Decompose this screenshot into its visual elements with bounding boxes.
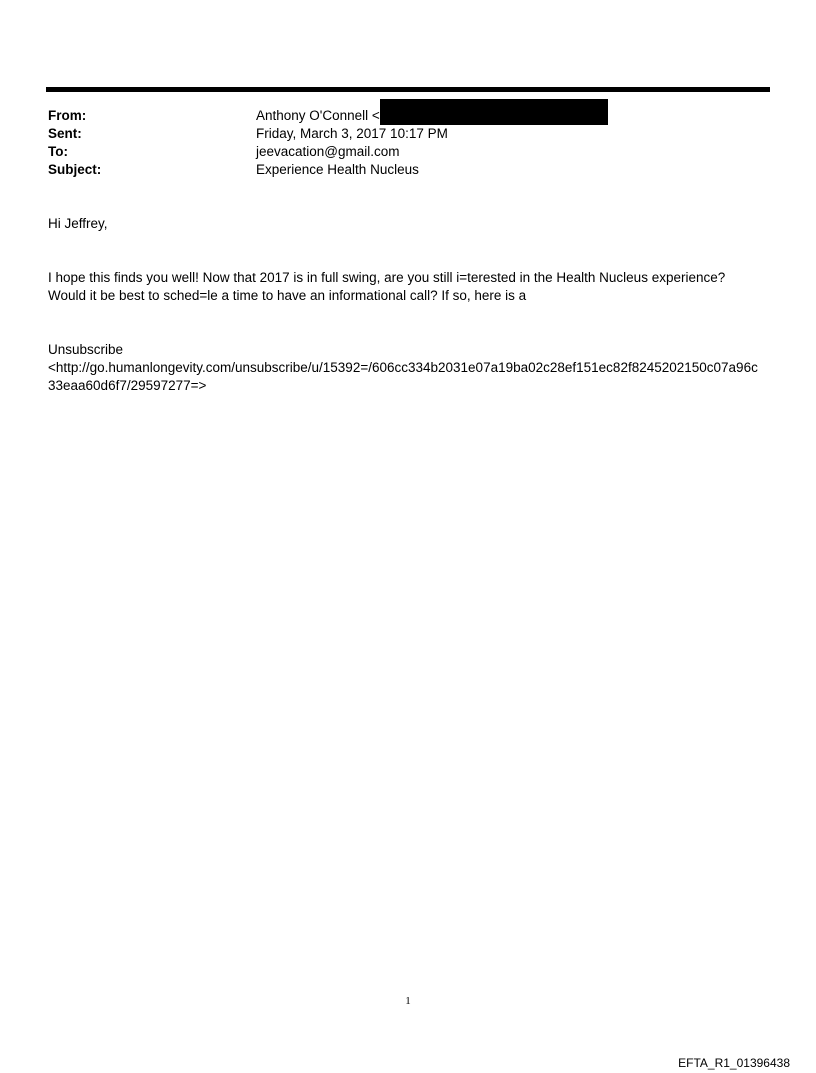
from-value bbox=[256, 107, 380, 125]
greeting: Hi Jeffrey, bbox=[48, 216, 108, 231]
to-row bbox=[48, 143, 768, 161]
paragraph-line: I hope this finds you well! Now that 2017 is in full swing, are you still i=terested in the Health Nucleus experience? bbox=[48, 270, 726, 285]
email-header bbox=[48, 107, 768, 179]
subject-label: Subject: bbox=[48, 162, 102, 177]
bates-id: EFTA_R1_01396438 bbox=[678, 1056, 790, 1070]
sender-name: Anthony O'Connell < bbox=[256, 108, 380, 123]
unsubscribe-url[interactable]: <http://go.humanlongevity.com/unsubscribe/u/15392=/606cc334b2031e07a19ba02c28ef151ec82f8245202150c07a96c bbox=[48, 360, 758, 375]
sent-label: Sent: bbox=[48, 126, 82, 141]
message-paragraph bbox=[48, 269, 725, 305]
from-row bbox=[48, 107, 768, 125]
unsubscribe-block bbox=[48, 341, 758, 395]
subject-value: Experience Health Nucleus bbox=[256, 162, 419, 177]
subject-row bbox=[48, 161, 768, 179]
to-label: To: bbox=[48, 144, 68, 159]
sent-value: Friday, March 3, 2017 10:17 PM bbox=[256, 126, 448, 141]
unsubscribe-url-cont[interactable]: 33eaa60d6f7/29597277=> bbox=[48, 378, 207, 393]
page-number: 1 bbox=[405, 995, 411, 1007]
from-label: From: bbox=[48, 108, 87, 123]
paragraph-line: Would it be best to sched=le a time to have an informational call? If so, here is a bbox=[48, 288, 527, 303]
redaction-box bbox=[380, 99, 608, 125]
header-rule bbox=[46, 87, 770, 92]
unsubscribe-label: Unsubscribe bbox=[48, 342, 124, 357]
sent-row bbox=[48, 125, 768, 143]
to-value: jeevacation@gmail.com bbox=[256, 144, 400, 159]
